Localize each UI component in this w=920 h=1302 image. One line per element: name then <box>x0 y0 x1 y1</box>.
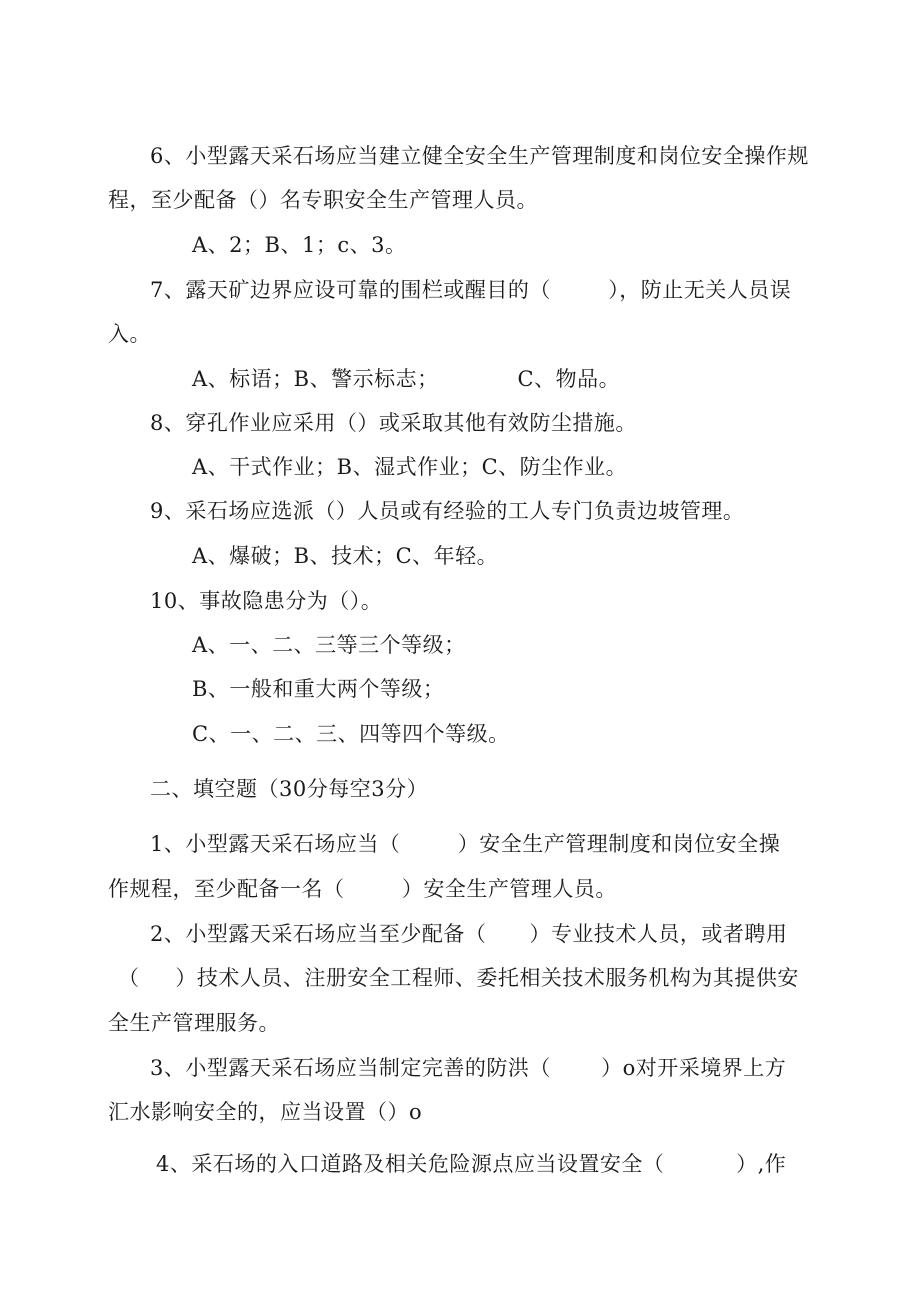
blank-1-line-2: 作规程，至少配备一名（ ）安全生产管理人员。 <box>108 877 617 901</box>
question-9: 9、采石场应选派（）人员或有经验的工人专门负责边坡管理。 <box>150 499 745 523</box>
question-7-line-2: 入。 <box>108 322 151 346</box>
question-6-line-2: 程，至少配备（）名专职安全生产管理人员。 <box>108 188 538 212</box>
section-heading-fill-blank: 二、填空题（30分每空3分） <box>150 777 429 801</box>
question-7-line-1: 7、露天矿边界应设可靠的围栏或醒目的（ ），防止无关人员误 <box>150 278 792 302</box>
blank-2-line-2: （ ）技术人员、注册安全工程师、委托相关技术服务机构为其提供安 <box>118 966 799 990</box>
question-7-options: A、标语；B、警示标志； C、物品。 <box>192 367 621 391</box>
question-9-options: A、爆破；B、技术；C、年轻。 <box>192 544 499 568</box>
question-6-line-1: 6、小型露天采石场应当建立健全安全生产管理制度和岗位安全操作规 <box>150 144 809 168</box>
question-6-options: A、2；B、1；c、3。 <box>192 233 407 257</box>
blank-4-line-1: 4、采石场的入口道路及相关危险源点应当设置安全（ ）,作 <box>156 1152 787 1176</box>
question-8: 8、穿孔作业应采用（）或采取其他有效防尘措施。 <box>150 411 637 435</box>
blank-2-line-1: 2、小型露天采石场应当至少配备（ ）专业技术人员，或者聘用 <box>150 922 788 946</box>
question-10-option-b: B、一般和重大两个等级； <box>192 677 445 701</box>
blank-3-line-2: 汇水影响安全的，应当设置（）o <box>108 1100 423 1124</box>
question-10-option-a: A、一、二、三等三个等级； <box>192 633 466 657</box>
blank-1-line-1: 1、小型露天采石场应当（ ）安全生产管理制度和岗位安全操 <box>150 832 781 856</box>
question-10-option-c: C、一、二、三、四等四个等级。 <box>192 722 510 746</box>
question-10: 10、事故隐患分为（）。 <box>150 589 383 613</box>
blank-3-line-1: 3、小型露天采石场应当制定完善的防洪（ ）o对开采境界上方 <box>150 1056 787 1080</box>
question-8-options: A、干式作业；B、湿式作业；C、防尘作业。 <box>192 455 628 479</box>
blank-2-line-3: 全生产管理服务。 <box>108 1011 280 1035</box>
